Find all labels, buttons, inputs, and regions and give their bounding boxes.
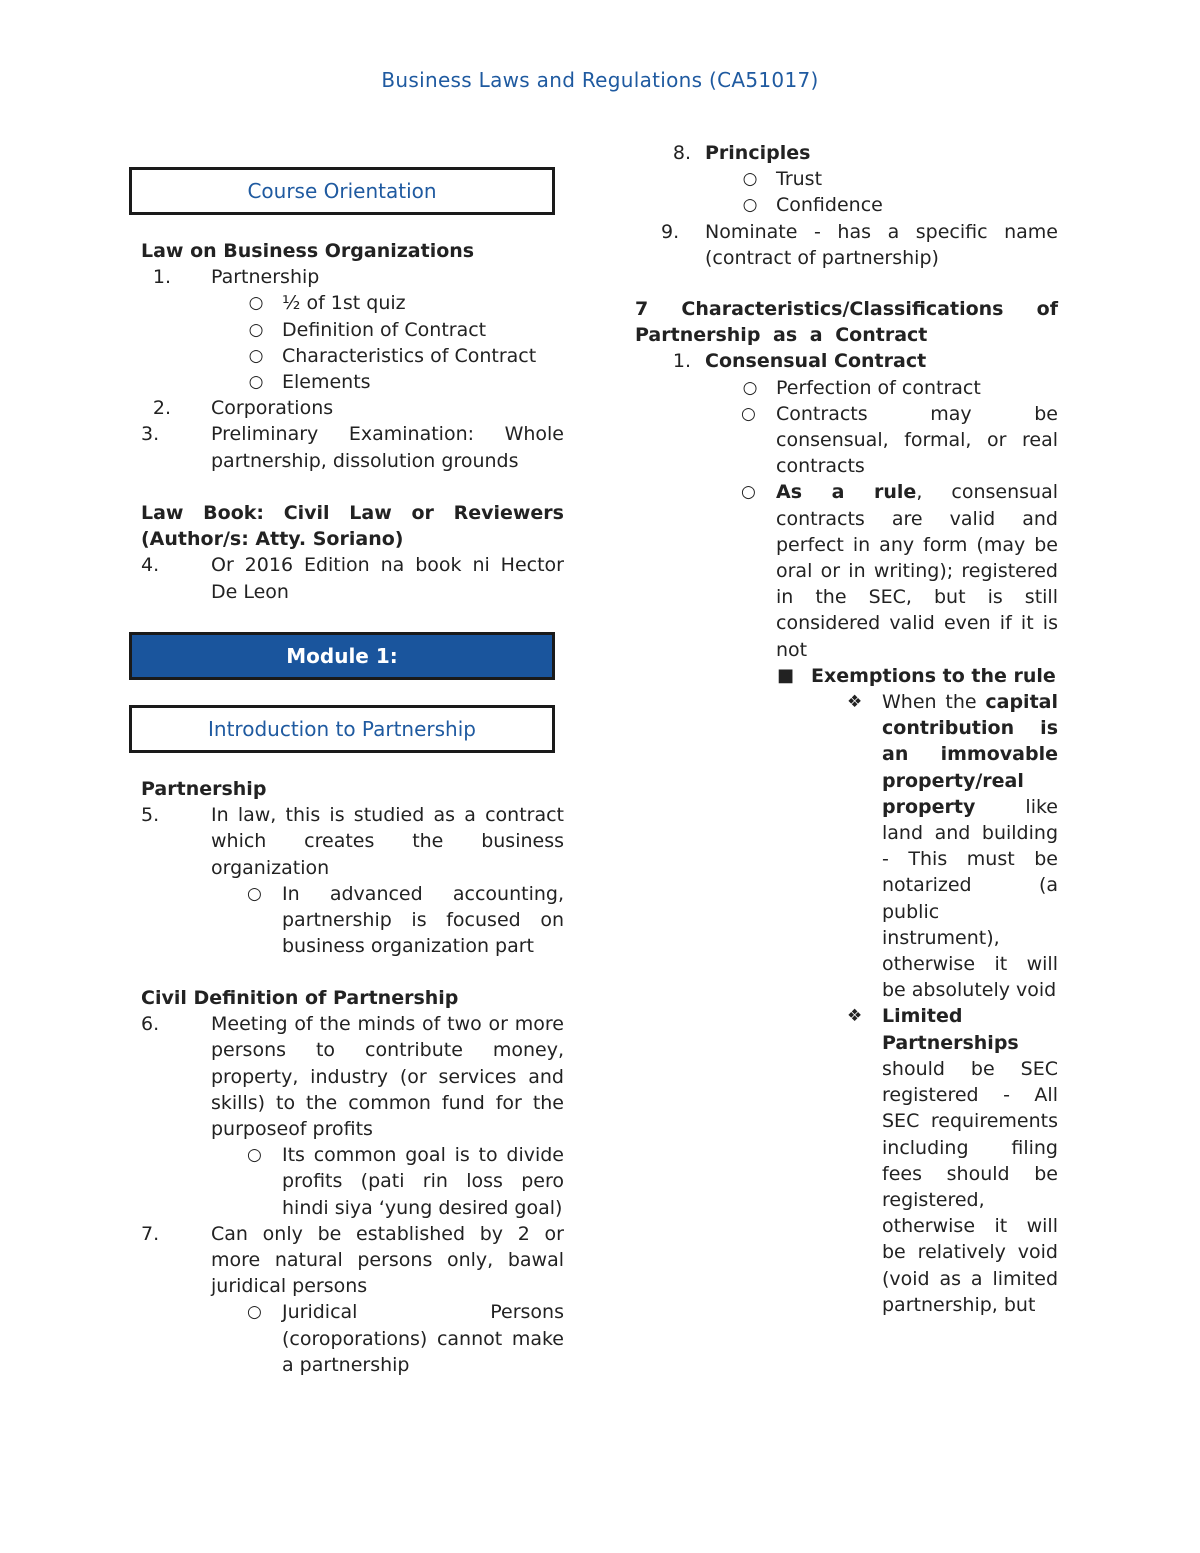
list-item	[141, 1011, 564, 1142]
list-number: 2.	[152, 397, 171, 420]
hollow-circle-bullet-icon: ○	[741, 403, 756, 424]
list-number: 1.	[672, 350, 691, 373]
hollow-circle-bullet-icon: ○	[741, 482, 756, 503]
sub-list-text: ½ of 1st quiz	[282, 292, 406, 315]
hollow-circle-bullet-icon: ○	[247, 1302, 262, 1323]
characteristics-section	[635, 296, 1058, 1318]
section-heading: Law on Business Organizations	[141, 240, 475, 262]
sub-list-item	[635, 192, 1058, 218]
list-text: Corporations	[211, 397, 334, 420]
third-level-item	[635, 663, 1058, 689]
sub-list-text: Confidence	[776, 194, 883, 217]
sub-list-text: Juridical Persons (coroporations) cannot make a partnership	[282, 1301, 564, 1376]
sub-list-item	[635, 166, 1058, 192]
square-bullet-icon: ■	[777, 664, 795, 686]
bold-text: Limited Partnerships	[882, 1005, 1019, 1054]
sub-list-text: Its common goal is to divide profits (pati rin loss pero hindi siya ‘yung desired goal)	[282, 1144, 564, 1219]
list-number: 9.	[661, 220, 680, 243]
fourth-level-text: should be SEC registered - All SEC requirements including filing fees should be registered, otherwise it will be relatively void (void as a limited partnership, but	[882, 1057, 1058, 1316]
hollow-circle-bullet-icon: ○	[742, 169, 758, 190]
list-text: Consensual Contract	[705, 350, 927, 373]
bold-text: capital contribution is an immovable property/real property	[882, 691, 1058, 818]
law-book-section	[141, 500, 564, 605]
sub-list-item	[141, 343, 564, 369]
list-item	[635, 140, 1058, 166]
sub-list-text: In advanced accounting, partnership is focused on business organization part	[282, 882, 564, 958]
sub-list-item	[635, 375, 1058, 401]
hollow-circle-bullet-icon: ○	[742, 377, 758, 398]
document-title: Business Laws and Regulations (CA51017)	[381, 68, 819, 92]
hollow-circle-bullet-icon: ○	[248, 293, 264, 314]
list-item	[141, 802, 564, 881]
civil-definition-section	[141, 985, 564, 1378]
course-orientation-label: Course Orientation	[247, 179, 437, 203]
sub-list-item	[141, 881, 564, 960]
fourth-level-item	[635, 689, 1058, 1003]
section-heading: Law Book: Civil Law or Reviewers (Author/s: Atty. Soriano)	[141, 502, 564, 551]
law-on-business-organizations-section	[141, 238, 564, 474]
list-number: 5.	[141, 804, 160, 827]
principles-section	[635, 140, 1058, 271]
list-text: Preliminary Examination: Whole partnership, dissolution grounds	[211, 423, 564, 472]
list-item	[141, 552, 564, 604]
hollow-circle-bullet-icon: ○	[247, 1145, 262, 1166]
sub-list-text: Trust	[776, 168, 823, 191]
list-text: Principles	[705, 142, 811, 164]
sub-list-item	[635, 401, 1058, 480]
sub-list-text: , consensual contracts are valid and perfect in any form (may be oral or in writing); registered in the SEC, but is still considered valid even if it is not	[776, 481, 1058, 661]
hollow-circle-bullet-icon: ○	[248, 319, 264, 340]
list-item	[141, 264, 564, 290]
list-number: 7.	[141, 1222, 160, 1245]
sub-list-item	[141, 317, 564, 343]
sub-list-text: Definition of Contract	[282, 318, 487, 341]
list-item	[141, 421, 564, 473]
list-item	[141, 1221, 564, 1300]
list-text: Partnership	[211, 266, 320, 289]
list-text: In law, this is studied as a contract which creates the business organization	[211, 804, 564, 879]
sub-list-text: Contracts may be consensual, formal, or real contracts	[776, 402, 1058, 478]
hollow-circle-bullet-icon: ○	[742, 195, 758, 216]
sub-list-item	[141, 290, 564, 316]
section-heading: Partnership	[141, 778, 267, 800]
list-text: Nominate - has a specific name (contract of partnership)	[705, 220, 1058, 269]
hollow-circle-bullet-icon: ○	[248, 372, 264, 393]
list-number: 1.	[152, 266, 171, 289]
sub-list-item	[141, 1142, 564, 1221]
section-heading: Civil Definition of Partnership	[141, 987, 459, 1009]
list-text: Meeting of the minds of two or more persons to contribute money, property, industry (or services and skills) to the common fund for the purposeof profits	[211, 1013, 564, 1141]
fourth-level-text: like land and building - This must be notarized (a public instrument), otherwise it will be absolutely void	[882, 795, 1058, 1002]
module-box	[129, 632, 555, 680]
bold-text: As a rule	[776, 481, 917, 504]
third-level-text: Exemptions to the rule	[811, 664, 1056, 687]
partnership-section	[141, 776, 564, 959]
section-heading: 7 Characteristics/Classifications of Partnership as a Contract	[635, 298, 1058, 347]
course-orientation-box	[129, 167, 555, 215]
module-label: Module 1:	[286, 644, 398, 668]
list-text: Can only be established by 2 or more natural persons only, bawal juridical persons	[211, 1222, 564, 1298]
introduction-label: Introduction to Partnership	[208, 717, 476, 741]
diamond-star-bullet-icon: ❖	[847, 692, 863, 713]
fourth-level-item	[635, 1003, 1058, 1317]
list-item	[635, 219, 1058, 271]
sub-list-item	[141, 369, 564, 395]
sub-list-text: Elements	[282, 371, 371, 394]
sub-list-item	[141, 1299, 564, 1378]
diamond-star-bullet-icon: ❖	[847, 1006, 863, 1027]
hollow-circle-bullet-icon: ○	[248, 345, 264, 366]
sub-list-text: Characteristics of Contract	[282, 344, 537, 367]
sub-list-text: Perfection of contract	[776, 376, 981, 399]
list-item	[635, 348, 1058, 374]
list-number: 8.	[672, 142, 691, 164]
fourth-level-text-prefix: When the	[882, 691, 986, 714]
list-text: Or 2016 Edition na book ni Hector De Leon	[211, 554, 564, 603]
hollow-circle-bullet-icon: ○	[247, 883, 262, 904]
sub-list-item	[635, 479, 1058, 662]
list-number: 4.	[141, 554, 160, 577]
list-number: 6.	[141, 1013, 160, 1036]
introduction-box	[129, 705, 555, 753]
list-number: 3.	[141, 423, 160, 446]
list-item	[141, 395, 564, 421]
